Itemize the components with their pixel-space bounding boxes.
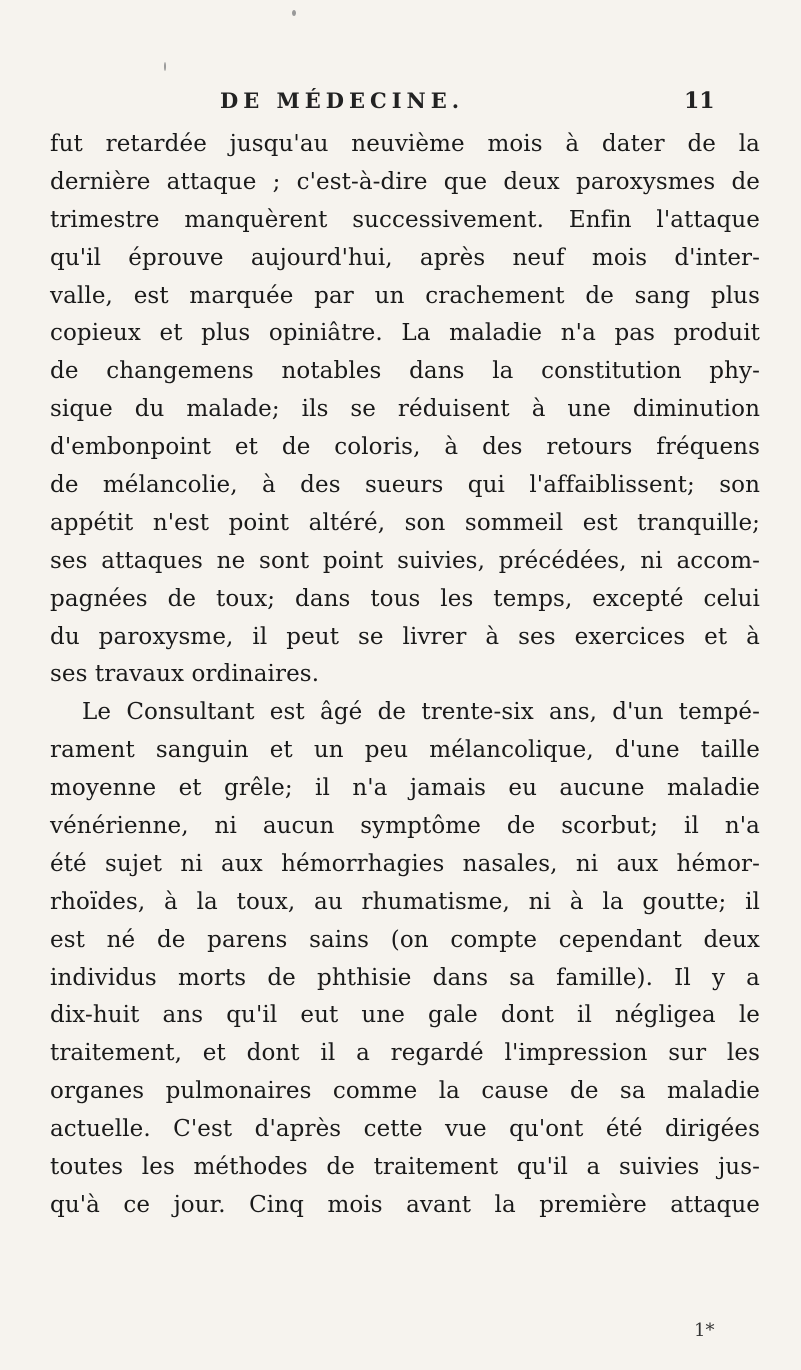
text-line: trimestre manquèrent successivement. Enfin l'attaque <box>50 206 760 233</box>
text-line: de changemens notables dans la constitution phy- <box>50 358 760 385</box>
text-line: qu'à ce jour. Cinq mois avant la première attaque <box>50 1191 760 1218</box>
text-line: ses attaques ne sont point suivies, précédées, ni accom- <box>50 547 760 574</box>
text-line: pagnées de toux; dans tous les temps, excepté celui <box>50 585 760 612</box>
text-line: vénérienne, ni aucun symptôme de scorbut; il n'a <box>50 813 760 840</box>
signature-mark: 1* <box>694 1320 715 1341</box>
text-line: Le Consultant est âgé de trente-six ans, d'un tempé- <box>82 699 760 726</box>
page-number: 11 <box>684 88 715 114</box>
text-line: traitement, et dont il a regardé l'impression sur les <box>50 1040 760 1067</box>
text-line: est né de parens sains (on compte cependant deux <box>50 926 760 953</box>
text-line: de mélancolie, à des sueurs qui l'affaiblissent; son <box>50 472 760 499</box>
text-line: toutes les méthodes de traitement qu'il a suivies jus- <box>50 1154 760 1181</box>
text-line: dernière attaque ; c'est-à-dire que deux paroxysmes de <box>50 168 760 195</box>
text-line: du paroxysme, il peut se livrer à ses exercices et à <box>50 623 760 650</box>
text-line: actuelle. C'est d'après cette vue qu'ont été dirigées <box>50 1116 760 1143</box>
text-line: sique du malade; ils se réduisent à une diminution <box>50 396 760 423</box>
body-text <box>50 126 760 1225</box>
text-line: ses travaux ordinaires. <box>50 661 320 688</box>
text-line: individus morts de phthisie dans sa famille). Il y a <box>50 964 760 991</box>
text-line: dix-huit ans qu'il eut une gale dont il négligea le <box>50 1002 760 1029</box>
text-line: été sujet ni aux hémorrhagies nasales, ni aux hémor- <box>50 850 760 877</box>
text-line: d'embonpoint et de coloris, à des retours fréquens <box>50 434 760 461</box>
page-header <box>0 88 801 118</box>
text-line: rhoïdes, à la toux, au rhumatisme, ni à la goutte; il <box>50 888 760 915</box>
text-line: copieux et plus opiniâtre. La maladie n'a pas produit <box>50 320 760 347</box>
text-line: moyenne et grêle; il n'a jamais eu aucune maladie <box>50 775 760 802</box>
ink-speck <box>164 62 166 71</box>
text-line: appétit n'est point altéré, son sommeil est tranquille; <box>50 509 760 536</box>
text-line: rament sanguin et un peu mélancolique, d'une taille <box>50 737 760 764</box>
text-line: qu'il éprouve aujourd'hui, après neuf mois d'inter- <box>50 244 760 271</box>
text-line: valle, est marquée par un crachement de sang plus <box>50 282 760 309</box>
running-head: DE MÉDECINE. <box>220 88 465 113</box>
ink-speck <box>292 10 296 16</box>
text-line: fut retardée jusqu'au neuvième mois à dater de la <box>50 131 760 157</box>
text-line: organes pulmonaires comme la cause de sa maladie <box>50 1078 760 1105</box>
